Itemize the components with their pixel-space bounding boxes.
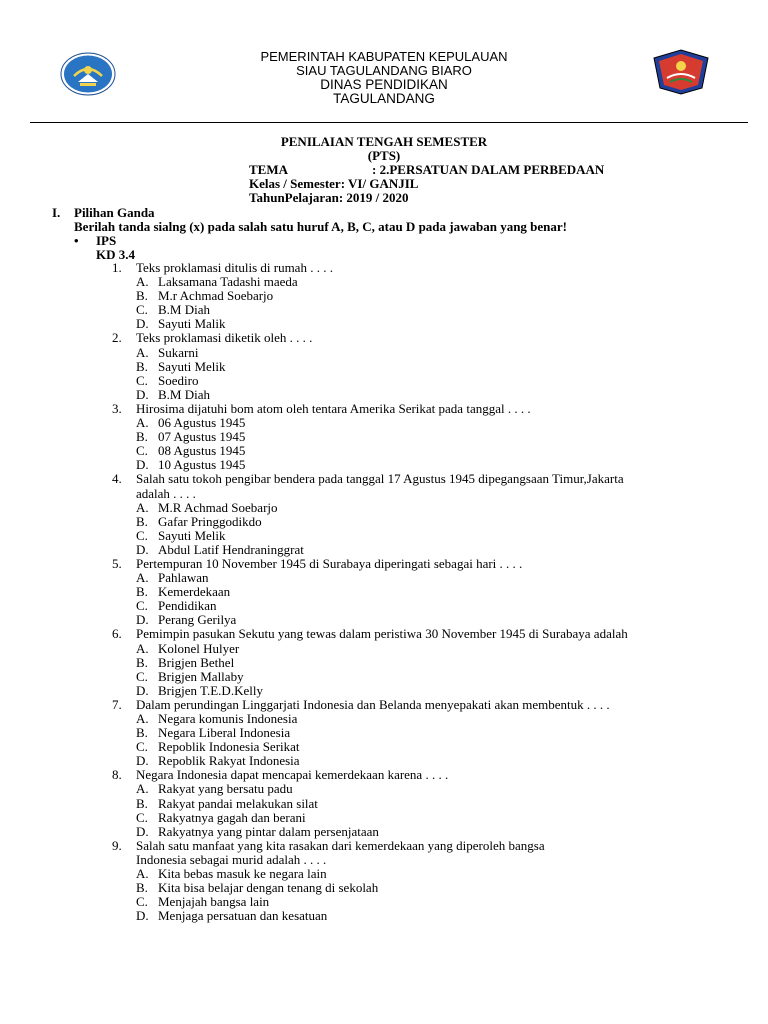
- answer-option: [0, 613, 768, 627]
- option-letter: B.: [136, 513, 148, 529]
- answer-option: [0, 275, 768, 289]
- question-text: Salah satu manfaat yang kita rasakan dari kemerdekaan yang diperoleh bangsa Indonesia sebagai murid adalah . . . .: [136, 837, 545, 867]
- option-letter: A.: [136, 640, 149, 656]
- question-number: 3.: [112, 400, 122, 416]
- option-text: 10 Agustus 1945: [158, 457, 246, 473]
- option-letter: D.: [136, 908, 149, 924]
- option-text: 08 Agustus 1945: [158, 443, 246, 459]
- question-text: Negara Indonesia dapat mencapai kemerdekaan karena . . . .: [136, 767, 449, 783]
- answer-option: [0, 374, 768, 388]
- option-letter: B.: [136, 288, 148, 304]
- option-letter: A.: [136, 344, 149, 360]
- option-letter: A.: [136, 781, 149, 797]
- answer-option: [0, 656, 768, 670]
- instruction-text: Berilah tanda sialng (x) pada salah satu huruf A, B, C, atau D pada jawaban yang benar!: [74, 219, 568, 234]
- kelas-semester: Kelas / Semester: VI/ GANJIL: [249, 176, 419, 191]
- answer-option: [0, 444, 768, 458]
- option-text: Sayuti Melik: [158, 527, 226, 543]
- exam-title-line-1: PENILAIAN TENGAH SEMESTER: [280, 134, 488, 149]
- answer-option: [0, 501, 768, 515]
- answer-option: [0, 416, 768, 430]
- option-letter: A.: [136, 499, 149, 515]
- option-letter: D.: [136, 386, 149, 402]
- section-number: I.: [52, 205, 61, 220]
- question-text: Teks proklamasi ditulis di rumah . . . .: [136, 260, 333, 275]
- answer-option: [0, 317, 768, 331]
- question-text: Salah satu tokoh pengibar bendera pada tanggal 17 Agustus 1945 dipegangsaan Timur,Jakarta adalah . . . .: [136, 471, 624, 501]
- answer-option: [0, 543, 768, 557]
- option-letter: B.: [136, 654, 148, 670]
- option-text: Menjajah bangsa lain: [158, 894, 270, 910]
- option-letter: B.: [136, 429, 148, 445]
- option-text: Perang Gerilya: [158, 612, 237, 628]
- question-text: Hirosima dijatuhi bom atom oleh tentara Amerika Serikat pada tanggal . . . .: [136, 400, 531, 416]
- option-letter: D.: [136, 541, 149, 557]
- question-item: [0, 839, 768, 867]
- option-letter: C.: [136, 739, 148, 755]
- question-list: [0, 261, 768, 923]
- question-item: [0, 698, 768, 712]
- section-label: Pilihan Ganda: [74, 205, 155, 220]
- question-text: Dalam perundingan Linggarjati Indonesia dan Belanda menyepakati akan membentuk . . . .: [136, 696, 610, 712]
- question-item: [0, 261, 768, 275]
- option-letter: A.: [136, 274, 149, 290]
- option-letter: B.: [136, 725, 148, 741]
- answer-option: [0, 571, 768, 585]
- answer-option: [0, 430, 768, 444]
- option-letter: D.: [136, 682, 149, 698]
- option-text: Sukarni: [158, 344, 199, 360]
- answer-option: [0, 529, 768, 543]
- tema-row: [249, 162, 605, 177]
- option-text: Pendidikan: [158, 598, 217, 614]
- option-text: Sayuti Melik: [158, 358, 226, 374]
- header-line-3: DINAS PENDIDIKAN: [320, 77, 448, 92]
- option-text: Negara komunis Indonesia: [158, 711, 298, 726]
- question-item: [0, 331, 768, 345]
- answer-option: [0, 670, 768, 684]
- option-letter: B.: [136, 584, 148, 600]
- option-text: Kemerdekaan: [158, 584, 231, 600]
- answer-option: [0, 712, 768, 726]
- option-text: Abdul Latif Hendraninggrat: [158, 541, 304, 557]
- answer-option: [0, 740, 768, 754]
- option-text: Rakyatnya gagah dan berani: [158, 809, 306, 825]
- option-text: Soediro: [158, 372, 199, 388]
- option-text: 06 Agustus 1945: [158, 415, 246, 431]
- option-text: Brigjen Mallaby: [158, 668, 244, 684]
- question-number: 5.: [112, 555, 122, 571]
- question-text: Pemimpin pasukan Sekutu yang tewas dalam peristiwa 30 November 1945 di Surabaya adalah: [136, 626, 628, 642]
- question-item: [0, 472, 768, 500]
- option-letter: C.: [136, 302, 148, 318]
- subject-row: [74, 233, 117, 249]
- option-text: B.M Diah: [158, 302, 210, 318]
- answer-option: [0, 515, 768, 529]
- option-text: Pahlawan: [158, 570, 209, 586]
- option-text: Negara Liberal Indonesia: [158, 725, 291, 741]
- exam-title: [0, 135, 768, 163]
- option-text: Rakyatnya yang pintar dalam persenjataan: [158, 823, 379, 839]
- question-item: [0, 402, 768, 416]
- option-text: Gafar Pringgodikdo: [158, 513, 262, 529]
- question-number: 1.: [112, 260, 122, 275]
- option-letter: C.: [136, 598, 148, 614]
- option-letter: B.: [136, 880, 148, 896]
- question-text: Teks proklamasi diketik oleh . . . .: [136, 330, 313, 346]
- option-text: Rakyat yang bersatu padu: [158, 781, 293, 797]
- tema-value: : 2.PERSATUAN DALAM PERBEDAAN: [372, 162, 605, 177]
- subject-label: IPS: [96, 233, 117, 248]
- option-letter: B.: [136, 358, 148, 374]
- answer-option: [0, 346, 768, 360]
- header-line-1: PEMERINTAH KABUPATEN KEPULAUAN: [260, 49, 508, 64]
- answer-option: [0, 881, 768, 895]
- tahun-pelajaran: TahunPelajaran: 2019 / 2020: [249, 190, 409, 205]
- option-letter: C.: [136, 809, 148, 825]
- option-letter: C.: [136, 443, 148, 459]
- answer-option: [0, 585, 768, 599]
- header-line-2: SIAU TAGULANDANG BIARO: [296, 63, 472, 78]
- header-line-4: TAGULANDANG: [333, 91, 435, 106]
- question-number: 2.: [112, 330, 122, 346]
- option-letter: A.: [136, 415, 149, 431]
- answer-option: [0, 388, 768, 402]
- bullet-icon: •: [74, 233, 79, 248]
- question-number: 9.: [112, 837, 122, 853]
- option-text: Repoblik Rakyat Indonesia: [158, 753, 300, 769]
- option-letter: C.: [136, 527, 148, 543]
- answer-option: [0, 458, 768, 472]
- question-item: [0, 768, 768, 782]
- exam-title-line-2: (PTS): [367, 148, 401, 163]
- answer-option: [0, 726, 768, 740]
- letterhead: [0, 50, 768, 106]
- option-text: Brigjen Bethel: [158, 654, 235, 670]
- question-number: 7.: [112, 696, 122, 712]
- option-text: Menjaga persatuan dan kesatuan: [158, 908, 328, 924]
- answer-option: [0, 684, 768, 698]
- option-letter: A.: [136, 866, 149, 882]
- answer-option: [0, 303, 768, 317]
- option-text: 07 Agustus 1945: [158, 429, 246, 445]
- tema-label: TEMA: [249, 162, 288, 177]
- option-text: Kita bisa belajar dengan tenang di sekolah: [158, 880, 379, 896]
- option-text: Rakyat pandai melakukan silat: [158, 795, 318, 811]
- option-text: Brigjen T.E.D.Kelly: [158, 682, 263, 698]
- option-letter: C.: [136, 372, 148, 388]
- option-letter: B.: [136, 795, 148, 811]
- option-letter: C.: [136, 894, 148, 910]
- option-letter: D.: [136, 612, 149, 628]
- answer-option: [0, 754, 768, 768]
- answer-option: [0, 360, 768, 374]
- section-heading: [52, 205, 155, 221]
- answer-option: [0, 782, 768, 796]
- question-number: 6.: [112, 626, 122, 642]
- answer-option: [0, 289, 768, 303]
- answer-option: [0, 867, 768, 881]
- option-letter: C.: [136, 668, 148, 684]
- option-letter: D.: [136, 457, 149, 473]
- answer-option: [0, 599, 768, 613]
- answer-option: [0, 895, 768, 909]
- header-divider: [30, 122, 748, 123]
- option-letter: D.: [136, 316, 149, 332]
- answer-option: [0, 825, 768, 839]
- answer-option: [0, 642, 768, 656]
- option-text: Sayuti Malik: [158, 316, 226, 332]
- answer-option: [0, 811, 768, 825]
- option-text: M.r Achmad Soebarjo: [158, 288, 274, 304]
- option-text: Kita bebas masuk ke negara lain: [158, 866, 327, 882]
- kd-label: KD 3.4: [96, 247, 135, 262]
- option-text: Laksamana Tadashi maeda: [158, 274, 298, 290]
- option-text: Repoblik Indonesia Serikat: [158, 739, 300, 755]
- question-number: 8.: [112, 767, 122, 783]
- option-text: M.R Achmad Soebarjo: [158, 499, 278, 515]
- question-text: Pertempuran 10 November 1945 di Surabaya diperingati sebagai hari . . . .: [136, 555, 523, 571]
- answer-option: [0, 797, 768, 811]
- option-text: B.M Diah: [158, 386, 210, 402]
- question-item: [0, 557, 768, 571]
- option-letter: A.: [136, 570, 149, 586]
- question-item: [0, 627, 768, 641]
- option-letter: A.: [136, 711, 149, 726]
- answer-option: [0, 909, 768, 923]
- option-letter: D.: [136, 753, 149, 769]
- question-number: 4.: [112, 471, 122, 487]
- option-letter: D.: [136, 823, 149, 839]
- option-text: Kolonel Hulyer: [158, 640, 240, 656]
